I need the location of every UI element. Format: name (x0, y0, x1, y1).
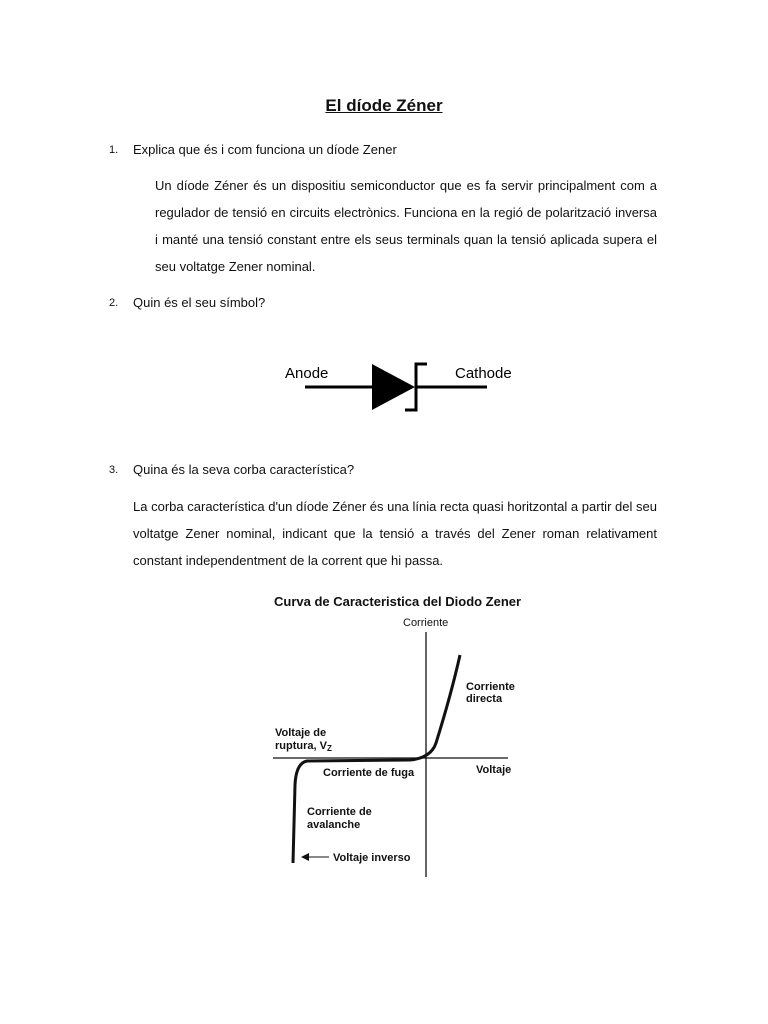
breakdown-voltage-label-2 (275, 740, 332, 753)
graph-title: Curva de Caracteristica del Diodo Zener (274, 594, 522, 609)
reverse-voltage-label: Voltaje inverso (333, 852, 411, 864)
y-axis-label: Corriente (403, 617, 449, 629)
breakdown-voltage-subscript: Z (326, 744, 332, 753)
breakdown-voltage-label-1: Voltaje de (275, 727, 327, 739)
breakdown-voltage-label-main: ruptura, V (275, 740, 327, 752)
forward-current-label-2: directa (466, 693, 503, 705)
answer-3: La corba característica d'un díode Zéner és una línia recta quasi horitzontal a partir del seu voltatge Zener nominal, indicant que la tensió a través del Zener roman relativament constant independentment de la corrent que hi passa. (133, 499, 657, 568)
avalanche-current-label-2: avalanche (307, 819, 361, 831)
anode-label: Anode (285, 365, 329, 382)
avalanche-current-label-1: Corriente de (307, 806, 372, 818)
question-2 (109, 294, 266, 312)
zener-curve-diagram (255, 585, 555, 885)
question-3-text: Quina és la seva corba característica? (133, 462, 355, 477)
characteristic-curve (293, 655, 460, 863)
question-1-text: Explica que és i com funciona un díode Zener (133, 142, 397, 157)
page-title: El díode Zéner (325, 96, 443, 115)
question-3-number: 3. (109, 464, 119, 476)
x-axis-label: Voltaje (476, 764, 512, 776)
diode-triangle (372, 364, 415, 410)
answer-1: Un díode Zéner és un dispositiu semiconductor que es fa servir principalment com a regulador de tensió en circuits electrònics. Funciona en la regió de polarització inversa i manté una tensió constant entre els seus terminals quan la tensió aplicada supera el seu voltatge Zener nominal. (155, 178, 657, 274)
leakage-current-label: Corriente de fuga (323, 767, 415, 779)
question-3 (109, 461, 355, 479)
question-2-number: 2. (109, 297, 119, 309)
zener-symbol-diagram (270, 350, 540, 420)
cathode-label: Cathode (455, 365, 512, 382)
question-1 (109, 141, 397, 159)
question-2-text: Quin és el seu símbol? (133, 295, 266, 310)
forward-current-label-1: Corriente (466, 681, 515, 693)
reverse-voltage-arrowhead (301, 853, 309, 861)
question-1-number: 1. (109, 144, 119, 156)
